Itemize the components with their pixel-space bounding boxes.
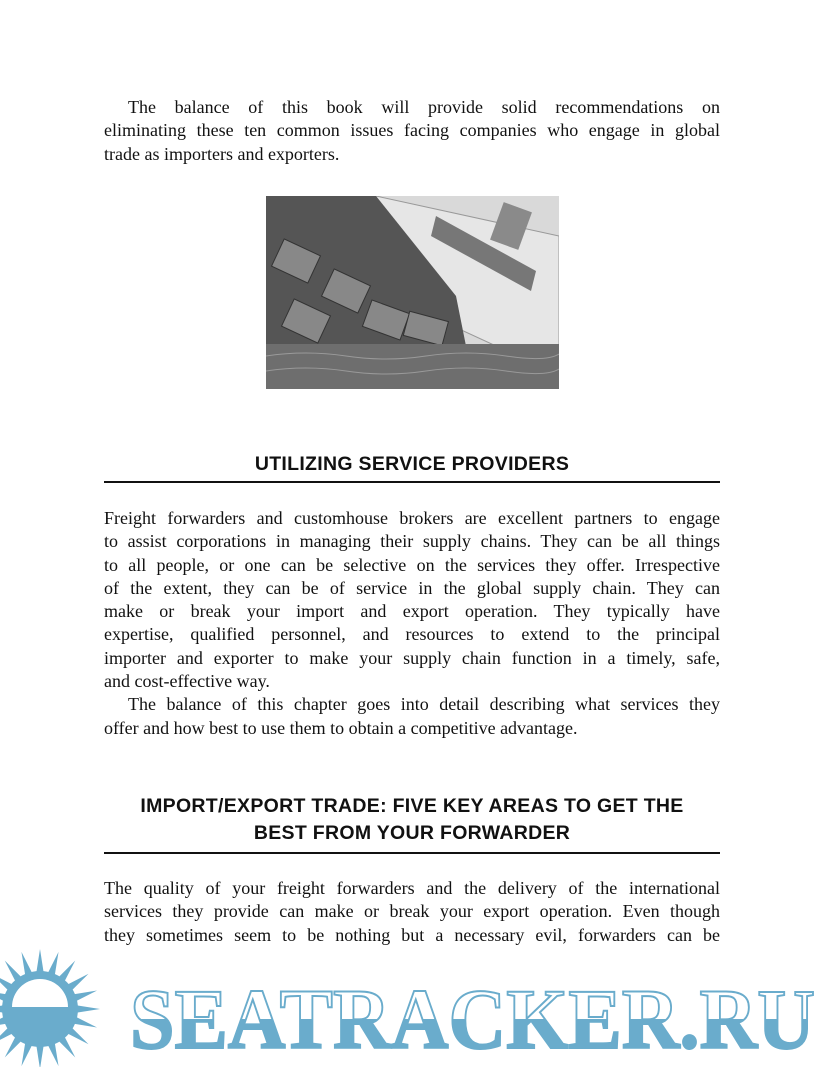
text-line: trade as importers and exporters. bbox=[104, 143, 340, 164]
watermark-logo bbox=[0, 945, 825, 1067]
section-heading: UTILIZING SERVICE PROVIDERS bbox=[254, 453, 570, 475]
sun-icon bbox=[0, 949, 100, 1067]
intro-paragraph bbox=[104, 96, 720, 166]
text-line: to assist corporations in managing their supply chains. They can be all things bbox=[104, 531, 720, 552]
heading-line: BEST FROM YOUR FORWARDER bbox=[253, 822, 571, 844]
text-line: of the extent, they can be of service in the global supply chain. They can bbox=[104, 577, 720, 598]
section-heading bbox=[104, 793, 720, 847]
text-line: The quality of your freight forwarders and the delivery of the international bbox=[104, 878, 720, 898]
text-line: services they provide can make or break your export operation. Even though bbox=[104, 901, 720, 922]
text-line: The balance of this chapter goes into detail describing what services they bbox=[128, 694, 720, 715]
sinking-ship-photo bbox=[266, 196, 559, 389]
text-line: expertise, qualified personnel, and resources to extend to the principal bbox=[104, 624, 720, 645]
text-line: importer and exporter to make your supply chain function in a timely, safe, bbox=[104, 647, 720, 668]
text-line: offer and how best to use them to obtain a competitive advantage. bbox=[104, 717, 578, 738]
watermark-text: SEATRACKER.RU bbox=[130, 971, 815, 1067]
heading-line: IMPORT/EXPORT TRADE: FIVE KEY AREAS TO GET THE bbox=[140, 795, 684, 817]
text-line: they sometimes seem to be nothing but a necessary evil, forwarders can be bbox=[104, 924, 720, 945]
heading-rule bbox=[104, 852, 720, 854]
text-line: Freight forwarders and customhouse brokers are excellent partners to engage bbox=[104, 508, 720, 528]
text-line: to all people, or one can be selective on the services they offer. Irrespective bbox=[104, 554, 720, 575]
text-line: eliminating these ten common issues facing companies who engage in global bbox=[104, 120, 720, 141]
text-line: The balance of this book will provide solid recommendations on bbox=[128, 97, 720, 117]
section1-paragraph-1 bbox=[104, 507, 720, 740]
section2-paragraph-1 bbox=[104, 877, 720, 947]
heading-rule bbox=[104, 481, 720, 483]
text-line: make or break your import and export operation. They typically have bbox=[104, 601, 720, 622]
text-line: and cost-effective way. bbox=[104, 671, 270, 692]
